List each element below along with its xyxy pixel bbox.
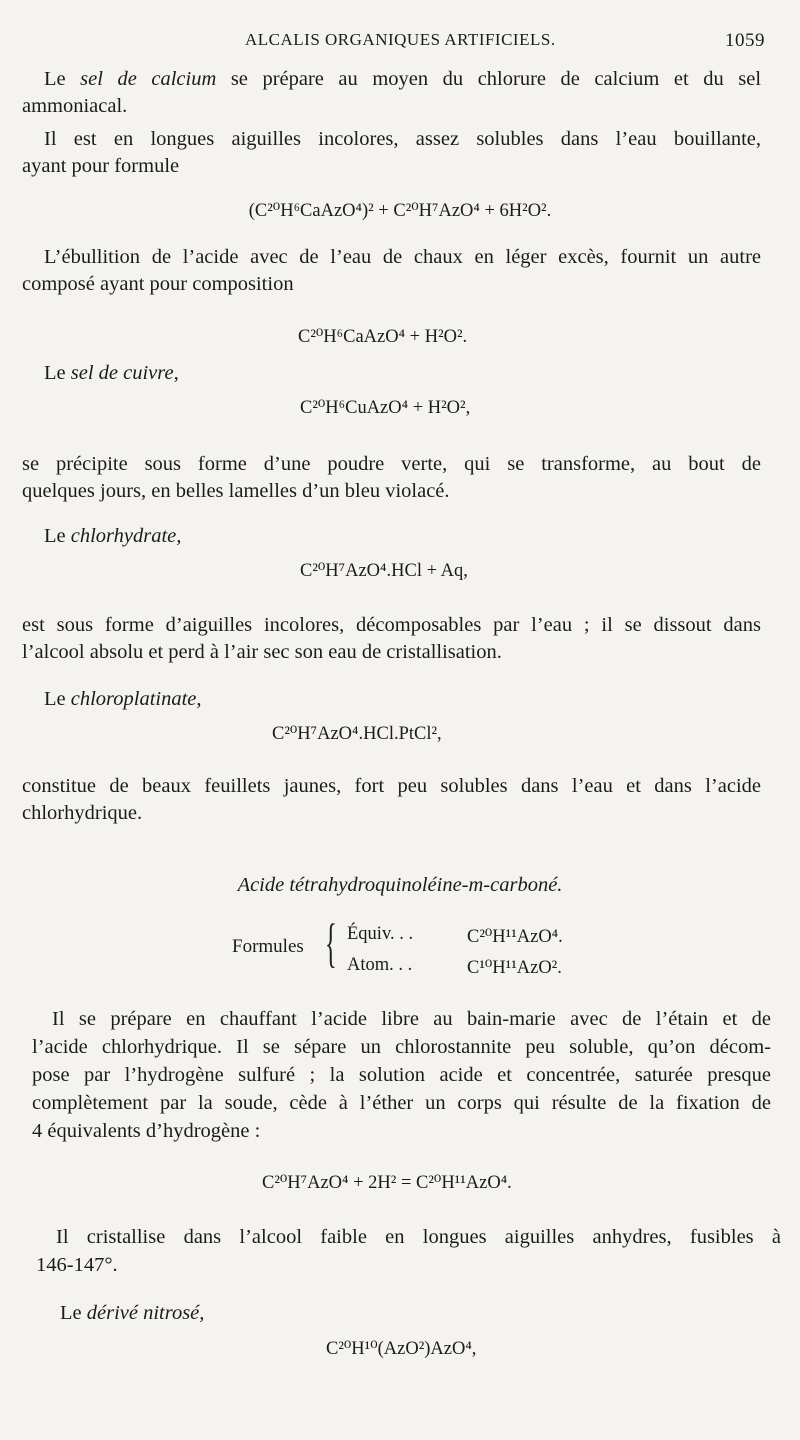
equiv-label: Équiv. . . [347, 924, 414, 944]
paragraph-line [44, 66, 761, 92]
paragraph-line: L’ébullition de l’acide avec de l’eau de chaux en léger excès, fournit un autre [44, 246, 761, 268]
paragraph-line: pose par l’hydrogène sulfuré ; la solution acide et concentrée, saturée presque [32, 1064, 771, 1086]
atom-formula: C¹⁰H¹¹AzO². [467, 958, 562, 978]
paragraph-line: composé ayant pour composition [22, 273, 294, 295]
paragraph-line: chlorhydrique. [22, 802, 143, 824]
paragraph-line: Il cristallise dans l’alcool faible en longues aiguilles anhydres, fusibles à [56, 1226, 781, 1248]
paragraph-line [60, 1300, 204, 1326]
text-run: Le [60, 1302, 87, 1324]
italic-term: dérivé nitrosé, [86, 1302, 205, 1324]
paragraph-line: complètement par la soude, cède à l’éther un corps qui résulte de la fixation de [32, 1092, 771, 1114]
chemical-formula: C²⁰H⁶CuAzO⁴ + H²O², [300, 398, 471, 418]
running-title: ALCALIS ORGANIQUES ARTIFICIELS. [245, 30, 556, 49]
paragraph-line [44, 360, 179, 386]
paragraph-line: l’alcool absolu et perd à l’air sec son eau de cristallisation. [22, 641, 502, 663]
formules-label: Formules [232, 936, 304, 957]
paragraph-line: Il se prépare en chauffant l’acide libre au bain-marie avec de l’étain et de [52, 1008, 771, 1030]
text-run: Le [44, 525, 71, 547]
text-run: se prépare au moyen du chlorure de calcium et du sel [216, 68, 762, 90]
italic-term: chlorhydrate, [70, 525, 182, 547]
paragraph-line: l’acide chlorhydrique. Il se sépare un chlorostannite peu soluble, qu’on décom- [32, 1036, 771, 1058]
text-run: Le [44, 68, 81, 90]
paragraph-line: quelques jours, en belles lamelles d’un bleu violacé. [22, 480, 450, 502]
chemical-formula: C²⁰H⁷AzO⁴ + 2H² = C²⁰H¹¹AzO⁴. [262, 1173, 512, 1193]
page-number: 1059 [725, 30, 765, 51]
paragraph-line: 4 équivalents d’hydrogène : [32, 1120, 261, 1142]
chemical-formula: C²⁰H⁷AzO⁴.HCl.PtCl², [272, 724, 442, 744]
paragraph-line: ayant pour formule [22, 155, 180, 177]
chemical-formula: (C²⁰H⁶CaAzO⁴)² + C²⁰H⁷AzO⁴ + 6H²O². [248, 201, 552, 221]
paragraph-line: Il est en longues aiguilles incolores, assez solubles dans l’eau bouillante, [44, 128, 761, 150]
text-run: Le [44, 688, 71, 710]
paragraph-line [44, 686, 202, 712]
paragraph-line: est sous forme d’aiguilles incolores, décomposables par l’eau ; il se dissout dans [22, 614, 761, 636]
italic-term: chloroplatinate, [70, 688, 202, 710]
italic-term: sel de cuivre, [70, 362, 179, 384]
section-title: Acide tétrahydroquinoléine-m-carboné. [237, 874, 563, 896]
equiv-formula: C²⁰H¹¹AzO⁴. [467, 927, 563, 947]
chemical-formula: C²⁰H⁶CaAzO⁴ + H²O². [298, 327, 468, 347]
left-brace-icon: { [325, 913, 337, 973]
italic-term: sel de calcium [80, 68, 217, 90]
text-run: Le [44, 362, 71, 384]
paragraph-line: 146-147°. [36, 1254, 118, 1276]
running-header [0, 30, 800, 58]
paragraph-line: se précipite sous forme d’une poudre verte, qui se transforme, au bout de [22, 453, 761, 475]
atom-label: Atom. . . [347, 955, 413, 975]
chemical-formula: C²⁰H⁷AzO⁴.HCl + Aq, [300, 561, 468, 581]
chemical-formula: C²⁰H¹⁰(AzO²)AzO⁴, [326, 1339, 477, 1359]
paragraph-line: ammoniacal. [22, 95, 128, 117]
paragraph-line [44, 523, 181, 549]
paragraph-line: constitue de beaux feuillets jaunes, fort peu solubles dans l’eau et dans l’acide [22, 775, 761, 797]
